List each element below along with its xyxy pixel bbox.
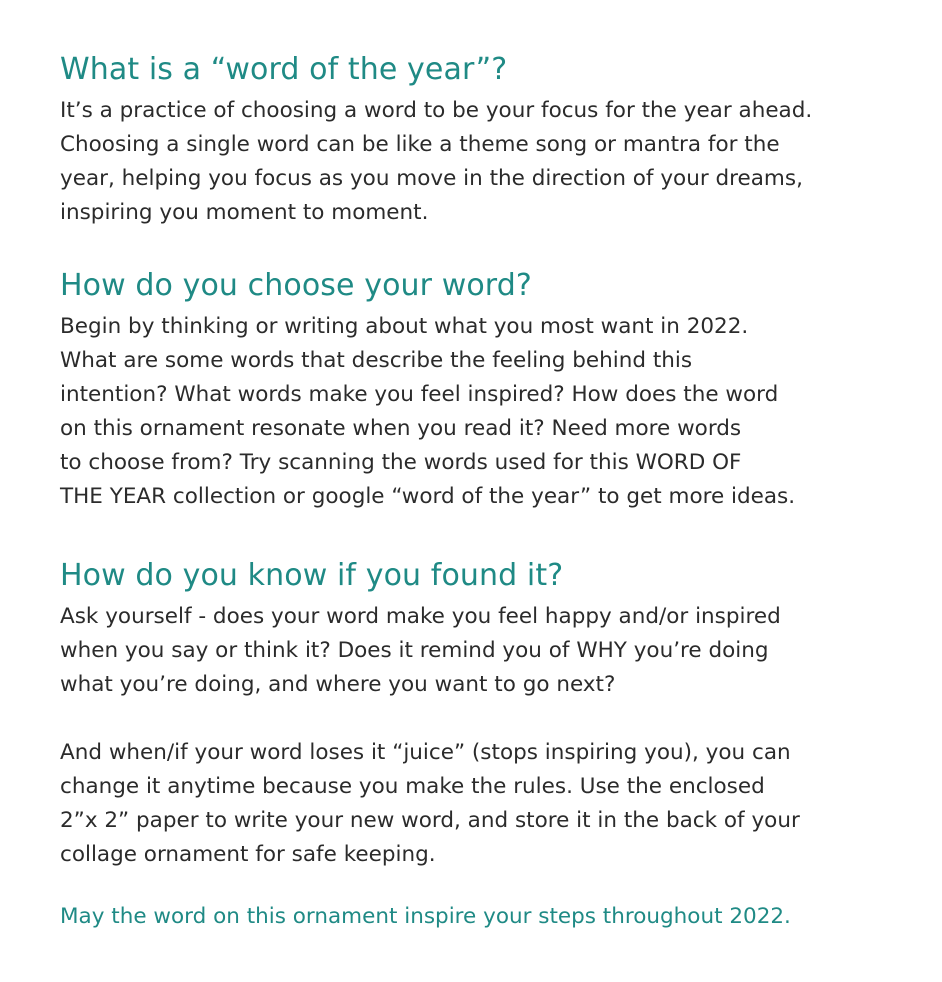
section-heading: What is a “word of the year”? <box>60 52 508 87</box>
section-how-choose <box>60 268 795 514</box>
section-heading: How do you know if you found it? <box>60 558 564 593</box>
body-line: And when/if your word loses it “juice” (stops inspiring you), you can <box>60 740 791 765</box>
body-line: Choosing a single word can be like a theme song or mantra for the <box>60 132 780 157</box>
body-line: Begin by thinking or writing about what you most want in 2022. <box>60 314 749 339</box>
body-line: on this ornament resonate when you read it? Need more words <box>60 416 742 441</box>
body-line: What are some words that describe the feeling behind this <box>60 348 693 373</box>
body-line: It’s a practice of choosing a word to be your focus for the year ahead. <box>60 98 813 123</box>
section-how-know <box>60 558 781 702</box>
section-change-word <box>60 736 800 872</box>
section-body <box>60 600 781 702</box>
closing-line: May the word on this ornament inspire your steps throughout 2022. <box>60 904 791 929</box>
body-line: change it anytime because you make the rules. Use the enclosed <box>60 774 765 799</box>
body-line: to choose from? Try scanning the words used for this WORD OF <box>60 450 742 475</box>
section-what-is <box>60 52 812 230</box>
body-line: intention? What words make you feel inspired? How does the word <box>60 382 779 407</box>
body-line: year, helping you focus as you move in the direction of your dreams, <box>60 166 803 191</box>
section-heading: How do you choose your word? <box>60 268 532 303</box>
body-line: collage ornament for safe keeping. <box>60 842 436 867</box>
body-line: inspiring you moment to moment. <box>60 200 429 225</box>
body-line: Ask yourself - does your word make you feel happy and/or inspired <box>60 604 781 629</box>
body-line: what you’re doing, and where you want to go next? <box>60 672 616 697</box>
section-body <box>60 310 795 514</box>
section-body <box>60 94 812 230</box>
body-line: THE YEAR collection or google “word of the year” to get more ideas. <box>60 484 796 509</box>
body-line: 2”x 2” paper to write your new word, and store it in the back of your <box>60 808 800 833</box>
body-line: when you say or think it? Does it remind you of WHY you’re doing <box>60 638 769 663</box>
